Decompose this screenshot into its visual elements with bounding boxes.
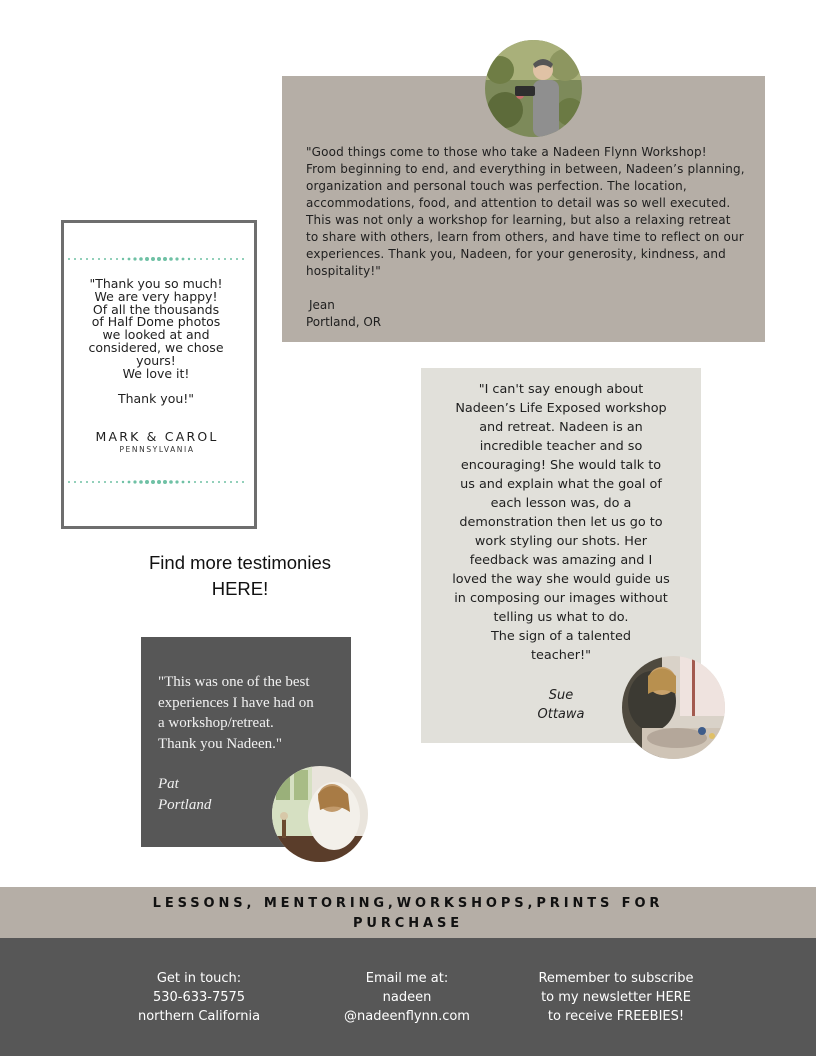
- pat-quote: "This was one of the best experiences I have had on a workshop/retreat. Thank you Nadeen.": [158, 674, 314, 752]
- footer-email[interactable]: Email me at: nadeen @nadeenflynn.com: [344, 971, 470, 1024]
- jean-location: Portland, OR: [306, 315, 382, 329]
- jean-quote: "Good things come to those who take a Nadeen Flynn Workshop! From beginning to end, and everything in between, Nadeen’s planning, organization and personal touch was perfection. The location, accommodations, food, and attention to detail was so well executed. This was not only a workshop for learning, but also a relaxing retreat to share with others, learn from others, and have time to reflect on our experiences. Thank you, Nadeen, for your generosity, kindness, and hospitality!": [306, 145, 745, 278]
- sue-quote: "I can't say enough about Nadeen’s Life Exposed workshop and retreat. Nadeen is an incredible teacher and so encouraging! She would talk to us and explain what the goal of each lesson was, do a demonstration then let us go to work styling our shots. Her feedback was amazing and I loved the way she would guide us in composing our images without telling us what to do. The sign of a talented teacher!": [452, 382, 670, 663]
- pat-photo: [272, 766, 368, 862]
- services-banner-text: LESSONS, MENTORING,WORKSHOPS,PRINTS FOR PURCHASE: [152, 896, 664, 931]
- dotted-divider-bottom: [68, 479, 246, 485]
- jean-photo: [485, 40, 582, 137]
- mark-carol-quote: "Thank you so much! We are very happy! Of all the thousands of Half Dome photos we looked at and considered, we chose yours! We love it! Thank you!": [88, 276, 224, 407]
- dotted-divider-top: [68, 256, 246, 262]
- footer-newsletter[interactable]: Remember to subscribe to my newsletter HERE to receive FREEBIES!: [538, 971, 694, 1024]
- sue-name-location: Sue Ottawa: [537, 688, 585, 722]
- footer-contact: Get in touch: 530-633-7575 northern California: [137, 971, 261, 1024]
- jean-name: Jean: [309, 298, 335, 312]
- pat-name-location: Pat Portland: [158, 776, 212, 813]
- mark-carol-name: MARK & CAROL: [95, 429, 219, 444]
- mark-carol-location: PENNSYLVANIA: [119, 445, 195, 454]
- sue-photo: [622, 656, 725, 759]
- find-more-testimonies-link[interactable]: Find more testimonies HERE!: [149, 552, 331, 599]
